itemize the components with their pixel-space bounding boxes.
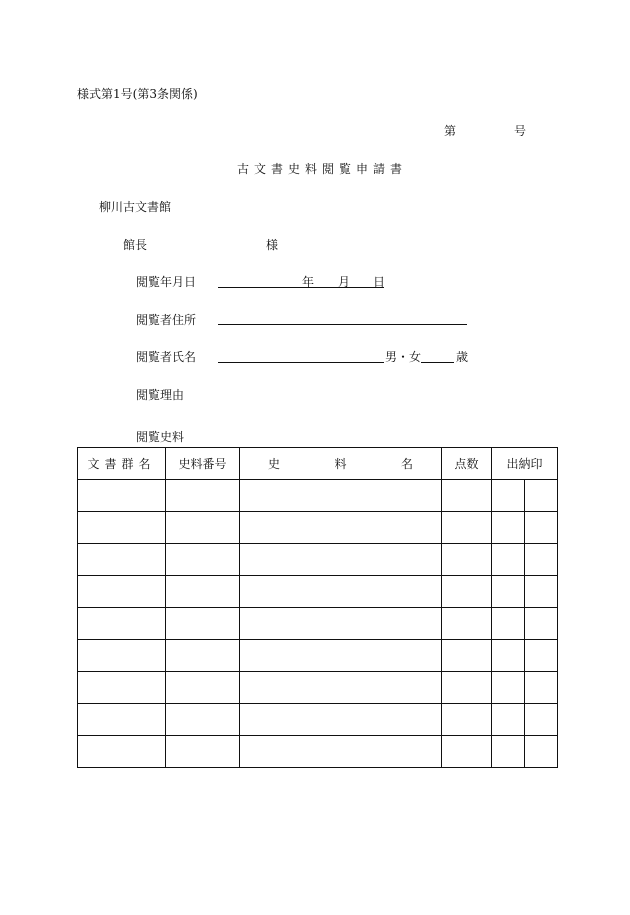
name-cell[interactable] (240, 672, 442, 704)
header-group-name: 文書群名 (78, 448, 166, 480)
count-cell[interactable] (442, 608, 492, 640)
table-row (78, 736, 558, 768)
name-cell[interactable] (240, 640, 442, 672)
institution-name: 柳川古文書館 (99, 200, 172, 214)
header-material-name: 史 料 名 (240, 448, 442, 480)
table-header-row (78, 448, 558, 480)
name-cell[interactable] (240, 544, 442, 576)
name-cell[interactable] (240, 576, 442, 608)
group-cell[interactable] (78, 480, 166, 512)
name-cell[interactable] (240, 608, 442, 640)
group-cell[interactable] (78, 544, 166, 576)
gender-label: 男・女 (385, 350, 422, 364)
number-cell[interactable] (166, 736, 240, 768)
count-cell[interactable] (442, 512, 492, 544)
address-field-underline[interactable] (218, 324, 467, 325)
table-row (78, 544, 558, 576)
group-cell[interactable] (78, 672, 166, 704)
doc-number-dai: 第 (444, 124, 457, 138)
page-title: 古文書史料閲覧申請書 (237, 162, 408, 176)
doc-number-go: 号 (514, 124, 527, 138)
date-year-label: 年 (302, 275, 315, 289)
stamp-out-cell[interactable] (492, 480, 525, 512)
count-cell[interactable] (442, 480, 492, 512)
stamp-out-cell[interactable] (492, 672, 525, 704)
header-stamp: 出納印 (492, 448, 558, 480)
name-label: 閲覧者氏名 (136, 350, 197, 364)
age-unit-label: 歳 (456, 350, 469, 364)
number-cell[interactable] (166, 704, 240, 736)
table-row (78, 576, 558, 608)
stamp-in-cell[interactable] (525, 480, 558, 512)
group-cell[interactable] (78, 512, 166, 544)
count-cell[interactable] (442, 736, 492, 768)
group-cell[interactable] (78, 640, 166, 672)
address-label: 閲覧者住所 (136, 313, 197, 327)
stamp-in-cell[interactable] (525, 736, 558, 768)
stamp-in-cell[interactable] (525, 704, 558, 736)
header-count: 点数 (442, 448, 492, 480)
number-cell[interactable] (166, 576, 240, 608)
stamp-in-cell[interactable] (525, 576, 558, 608)
name-cell[interactable] (240, 736, 442, 768)
date-label: 閲覧年月日 (136, 275, 197, 289)
count-cell[interactable] (442, 704, 492, 736)
name-cell[interactable] (240, 480, 442, 512)
number-cell[interactable] (166, 544, 240, 576)
group-cell[interactable] (78, 608, 166, 640)
materials-label: 閲覧史料 (136, 430, 185, 444)
stamp-in-cell[interactable] (525, 640, 558, 672)
count-cell[interactable] (442, 640, 492, 672)
group-cell[interactable] (78, 736, 166, 768)
count-cell[interactable] (442, 544, 492, 576)
date-day-label: 日 (373, 275, 386, 289)
number-cell[interactable] (166, 640, 240, 672)
form-number: 様式第1号(第3条関係) (77, 87, 198, 101)
date-field-underline[interactable] (218, 287, 384, 288)
number-cell[interactable] (166, 608, 240, 640)
date-month-label: 月 (338, 275, 351, 289)
header-material-number: 史料番号 (166, 448, 240, 480)
count-cell[interactable] (442, 576, 492, 608)
stamp-in-cell[interactable] (525, 672, 558, 704)
stamp-out-cell[interactable] (492, 640, 525, 672)
addressee-role: 館長 (123, 238, 148, 252)
table-row (78, 480, 558, 512)
reason-label: 閲覧理由 (136, 388, 185, 402)
stamp-out-cell[interactable] (492, 608, 525, 640)
group-cell[interactable] (78, 576, 166, 608)
table-row (78, 672, 558, 704)
table-row (78, 704, 558, 736)
table-row (78, 512, 558, 544)
table-row (78, 608, 558, 640)
stamp-in-cell[interactable] (525, 608, 558, 640)
count-cell[interactable] (442, 672, 492, 704)
stamp-in-cell[interactable] (525, 544, 558, 576)
stamp-out-cell[interactable] (492, 576, 525, 608)
group-cell[interactable] (78, 704, 166, 736)
stamp-out-cell[interactable] (492, 704, 525, 736)
name-field-underline[interactable] (218, 362, 384, 363)
name-cell[interactable] (240, 704, 442, 736)
materials-table (77, 447, 558, 768)
age-field-underline[interactable] (421, 362, 454, 363)
stamp-out-cell[interactable] (492, 736, 525, 768)
name-cell[interactable] (240, 512, 442, 544)
stamp-out-cell[interactable] (492, 544, 525, 576)
number-cell[interactable] (166, 512, 240, 544)
stamp-in-cell[interactable] (525, 512, 558, 544)
table-row (78, 640, 558, 672)
number-cell[interactable] (166, 480, 240, 512)
addressee-honorific: 様 (266, 238, 279, 252)
number-cell[interactable] (166, 672, 240, 704)
stamp-out-cell[interactable] (492, 512, 525, 544)
